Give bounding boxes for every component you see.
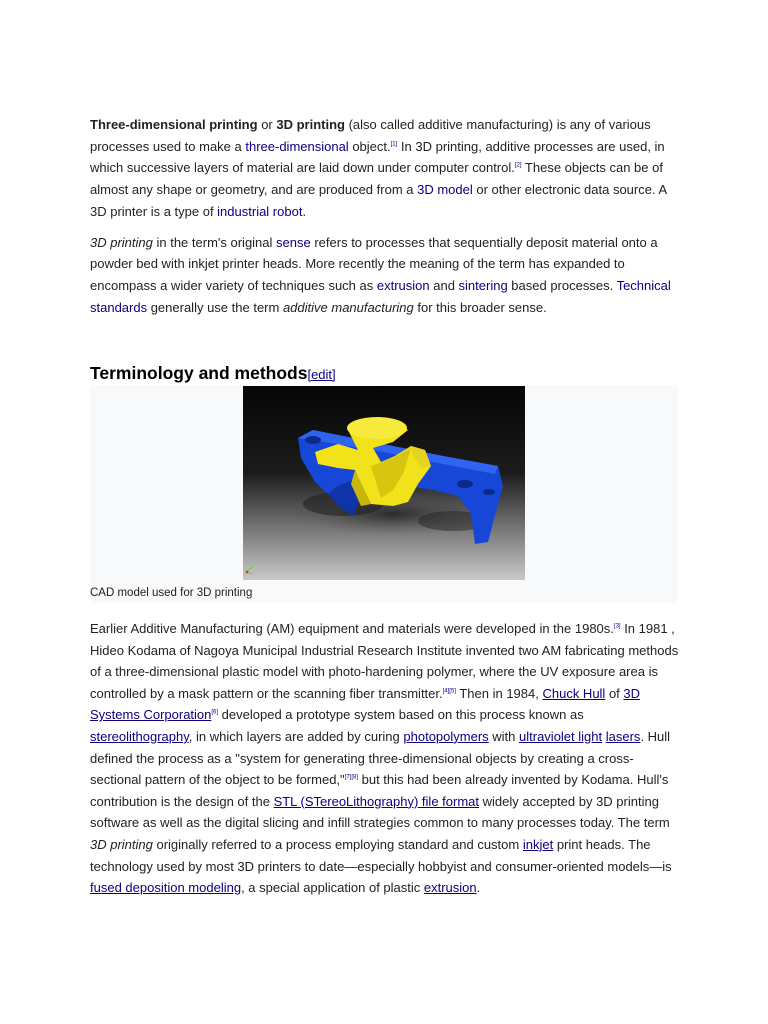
italic-term: 3D printing <box>90 836 153 852</box>
text: or other electronic data source. A 3D printer is a type of <box>90 182 667 219</box>
text: of <box>605 685 624 701</box>
section-heading <box>90 363 336 384</box>
edit-link[interactable]: [edit] <box>307 367 336 382</box>
link-sense[interactable]: sense <box>276 234 311 250</box>
link-stl-file-format[interactable]: STL (STereoLithography) file format <box>273 793 480 809</box>
link-3d-systems-corporation[interactable]: 3D Systems Corporation <box>90 685 641 723</box>
text: In 3D printing, additive processes are used, in which successive layers of material are laid down under computer control. <box>90 138 665 176</box>
text: (also called additive manufacturing) is any of various processes used to make a <box>90 117 651 154</box>
history-section <box>90 618 682 899</box>
text: . Hull defined the process as a "system for generating three-dimensional objects by creating a cross-sectional pattern of the object to be formed," <box>90 728 671 788</box>
text: and <box>429 277 459 293</box>
cad-model-image <box>243 386 525 580</box>
text: . <box>302 203 307 219</box>
intro-paragraph-1 <box>90 114 680 223</box>
reference-1[interactable]: [1] <box>390 141 398 148</box>
text: developed a prototype system based on this process known as <box>218 707 584 723</box>
text: based processes. <box>507 277 617 293</box>
link-technical-standards[interactable]: Technical standards <box>90 277 671 315</box>
history-paragraph <box>90 618 682 899</box>
text: refers to processes that sequentially deposit material onto a powder bed with inkjet printer heads. More recently the meaning of the term has expanded to encompass a wider variety of techniques such as <box>90 234 658 293</box>
text: . <box>476 880 481 896</box>
link-stereolithography[interactable]: stereolithography <box>90 728 189 744</box>
text: originally referred to a process employing standard and custom <box>152 836 523 852</box>
bold-term: 3D printing <box>276 117 345 132</box>
text: Then in 1984, <box>455 685 543 701</box>
text: generally use the term <box>147 299 283 315</box>
text: or <box>257 117 277 132</box>
text: for this broader sense. <box>413 299 547 315</box>
section-heading-text: Terminology and methods <box>90 363 308 383</box>
text: Earlier Additive Manufacturing (AM) equipment and materials were developed in the 1980s. <box>90 621 614 636</box>
italic-term: additive manufacturing <box>282 299 414 315</box>
reference-2[interactable]: [2] <box>514 163 522 170</box>
intro-section <box>90 114 680 318</box>
link-chuck-hull[interactable]: Chuck Hull <box>542 685 606 701</box>
link-extrusion[interactable]: extrusion <box>376 277 430 293</box>
reference-6[interactable]: [6] <box>211 710 219 717</box>
text: In 1981 , Hideo Kodama of Nagoya Municipal Industrial Research Institute invented two AM fabricating methods of a three-dimensional plastic model with photo-hardening polymer, where the UV exposure area is controlled by a mask pattern or the scanning fiber transmitter. <box>90 621 679 701</box>
text: with <box>488 728 520 744</box>
figure <box>90 385 678 603</box>
intro-paragraph-2 <box>90 232 680 319</box>
reference-3[interactable]: [3] <box>613 623 621 630</box>
text: object. <box>348 138 391 154</box>
link-industrial-robot[interactable]: industrial robot <box>217 203 303 219</box>
link-lasers[interactable]: lasers <box>605 728 641 744</box>
text: These objects can be of almost any shape or geometry, and are produced from a <box>90 160 663 198</box>
figure-caption: CAD model used for 3D printing <box>90 587 253 599</box>
reference-4-5[interactable]: [4][5] <box>442 688 456 695</box>
link-three-dimensional[interactable]: three-dimensional <box>245 138 349 154</box>
italic-term: 3D printing <box>90 234 153 250</box>
link-fused-deposition-modeling[interactable]: fused deposition modeling <box>90 880 242 896</box>
link-sintering[interactable]: sintering <box>458 277 508 293</box>
text: print heads. The technology used by most 3D printers to date—especially hobbyist and consumer-oriented models—is <box>90 836 672 874</box>
text: , a special application of plastic <box>241 880 424 896</box>
link-3d-model[interactable]: 3D model <box>417 182 473 198</box>
text: in the term's original <box>152 234 277 250</box>
link-inkjet[interactable]: inkjet <box>522 836 554 852</box>
text: widely accepted by 3D printing software as well as the digital slicing and infill strategies common to many processes today. The term <box>90 793 670 831</box>
link-extrusion[interactable]: extrusion <box>423 880 477 896</box>
bold-term: Three-dimensional printing <box>90 117 258 132</box>
text: but this had been already invented by Kodama. Hull's contribution is the design of the <box>90 772 669 809</box>
link-photopolymers[interactable]: photopolymers <box>403 728 489 744</box>
link-ultraviolet-light[interactable]: ultraviolet light <box>519 728 603 744</box>
text: , in which layers are added by curing <box>188 728 404 744</box>
reference-7-8[interactable]: [7][8] <box>344 774 358 781</box>
